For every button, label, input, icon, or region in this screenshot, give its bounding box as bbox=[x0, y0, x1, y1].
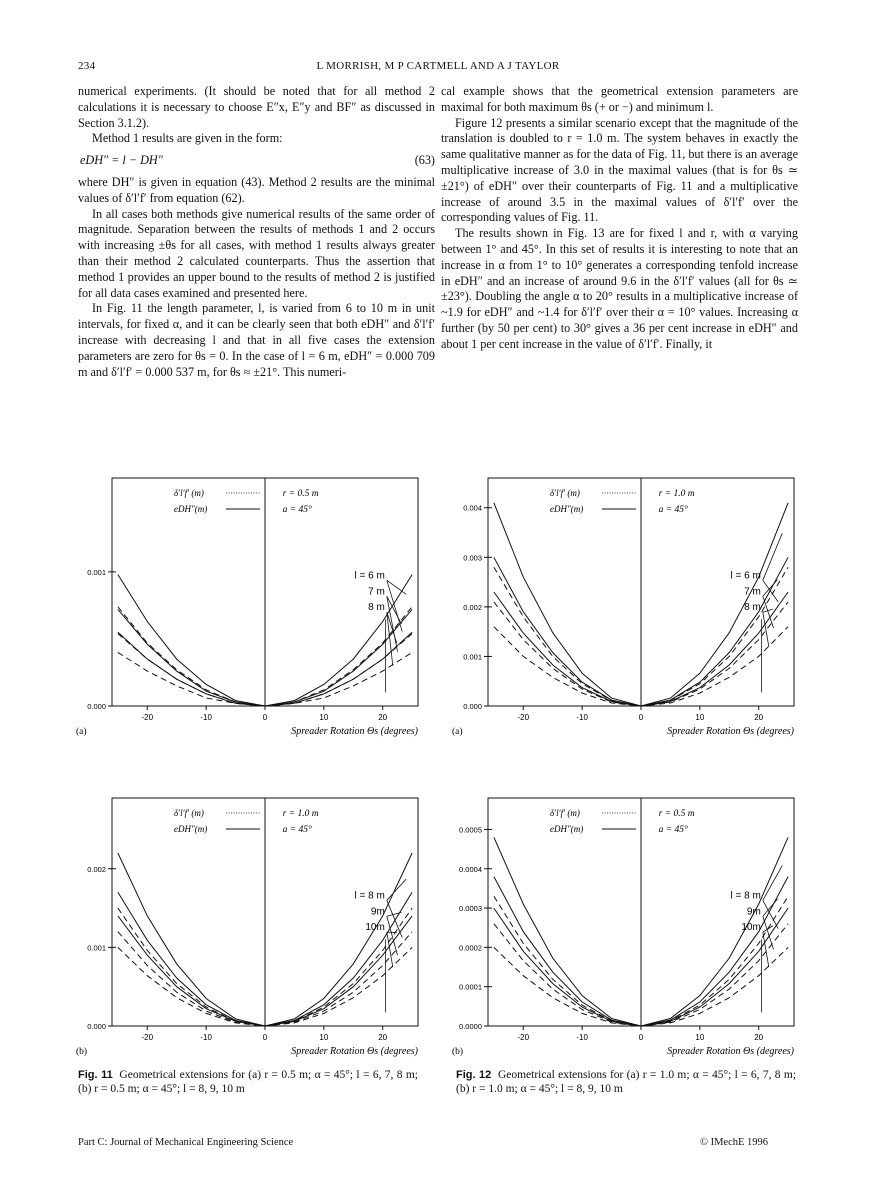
figure-12-caption bbox=[456, 1068, 796, 1096]
curve-label: l = 8 m bbox=[730, 890, 761, 902]
paragraph: numerical experiments. (It should be noted that for all method 2 calculations it is necessary to choose E″x, E″y and BF″ as discussed in Section 3.1.2). bbox=[78, 84, 435, 130]
y-tick-label: 0.0005 bbox=[459, 825, 482, 835]
sub-figure-label: (a) bbox=[76, 727, 87, 737]
y-tick-label: 0.001 bbox=[87, 943, 106, 953]
equation-number: (63) bbox=[414, 153, 435, 168]
curve-label: l = 8 m bbox=[354, 890, 385, 902]
x-tick-label: 0 bbox=[638, 713, 644, 722]
param-r: r = 1.0 m bbox=[658, 489, 695, 499]
x-axis-label: Spreader Rotation Θs (degrees) bbox=[667, 1046, 794, 1057]
legend-delta-label: δ′l′f′ (m) bbox=[550, 488, 580, 498]
chart-svg bbox=[72, 790, 428, 1070]
param-a: a = 45° bbox=[658, 825, 688, 835]
curve-label: l = 6 m bbox=[730, 570, 761, 582]
y-tick-label: 0.002 bbox=[87, 864, 106, 874]
param-a: a = 45° bbox=[658, 505, 688, 515]
x-tick-label: 0 bbox=[638, 1033, 644, 1042]
x-tick-label: -10 bbox=[576, 713, 588, 722]
leader-line bbox=[387, 912, 402, 916]
leader-line bbox=[387, 879, 406, 900]
x-tick-label: 20 bbox=[378, 1033, 388, 1042]
y-tick-label: 0.0001 bbox=[459, 982, 482, 992]
leader-line bbox=[387, 932, 393, 967]
equation-63 bbox=[78, 153, 435, 169]
leader-line bbox=[763, 916, 774, 949]
legend-e-label: eDH″(m) bbox=[174, 504, 208, 514]
x-tick-label: 10 bbox=[319, 713, 329, 722]
curve-label: 7 m bbox=[368, 586, 385, 598]
param-r: r = 0.5 m bbox=[282, 489, 319, 499]
running-header bbox=[78, 60, 798, 76]
x-tick-label: -20 bbox=[517, 1033, 530, 1042]
param-a: a = 45° bbox=[282, 825, 312, 835]
chart-svg bbox=[448, 790, 804, 1070]
caption-text: Geometrical extensions for (a) r = 0.5 m; α = 45°; l = 6, 7, 8 m; (b) r = 0.5 m; α = 45°; l = 8, 9, 10 m bbox=[78, 1069, 418, 1095]
curve-label: 9m bbox=[746, 906, 761, 918]
x-tick-label: 0 bbox=[262, 1033, 268, 1042]
right-column bbox=[441, 84, 798, 353]
paragraph: Figure 12 presents a similar scenario except that the magnitude of the translation is doubled to r = 1.0 m. The system behaves in exactly the same qualitative manner as for the data of Fig. 11, but there is an average multiplicative increase of 3.0 in the maximal values (that is for θs ≃ ±21°) of eDH″ over their counterparts of Fig. 11 and a multiplicative increase of around 3.5 in the maximal values of δ′l′f′ over the corresponding values of Fig. 11. bbox=[441, 115, 798, 225]
chart-svg bbox=[72, 470, 428, 750]
param-r: r = 1.0 m bbox=[282, 809, 319, 819]
x-tick-label: 20 bbox=[754, 713, 764, 722]
legend-e-label: eDH″(m) bbox=[174, 824, 208, 834]
leader-line bbox=[763, 580, 778, 602]
chart-svg bbox=[448, 470, 804, 750]
x-tick-label: 0 bbox=[262, 713, 268, 722]
curve-label: 10m bbox=[741, 922, 761, 934]
curve-label: 10m bbox=[365, 922, 385, 934]
x-tick-label: -20 bbox=[517, 713, 530, 722]
page-number: 234 bbox=[78, 60, 96, 72]
y-tick-label: 0.001 bbox=[87, 567, 106, 577]
curve-label: 9m bbox=[370, 906, 385, 918]
figure-11b bbox=[72, 790, 428, 1070]
x-tick-label: -10 bbox=[200, 713, 212, 722]
figure-12a bbox=[448, 470, 804, 750]
left-column bbox=[78, 84, 435, 380]
x-tick-label: -10 bbox=[576, 1033, 588, 1042]
equation-expression: eDH″ = l − DH″ bbox=[80, 153, 163, 168]
legend-e-label: eDH″(m) bbox=[550, 504, 584, 514]
journal-footer: Part C: Journal of Mechanical Engineering Science bbox=[78, 1137, 294, 1148]
running-authors: L MORRISH, M P CARTMELL AND A J TAYLOR bbox=[316, 60, 560, 72]
caption-label: Fig. 12 bbox=[456, 1069, 492, 1081]
x-tick-label: 10 bbox=[695, 1033, 705, 1042]
paragraph: cal example shows that the geometrical extension parameters are maximal for both maximum θs (+ or −) and minimum l. bbox=[441, 84, 798, 114]
x-tick-label: -20 bbox=[141, 713, 154, 722]
y-tick-label: 0.0003 bbox=[459, 904, 482, 914]
x-tick-label: -20 bbox=[141, 1033, 154, 1042]
leader-line bbox=[763, 580, 778, 597]
paragraph: Method 1 results are given in the form: bbox=[92, 131, 283, 146]
figure-12b bbox=[448, 790, 804, 1070]
legend-e-label: eDH″(m) bbox=[550, 824, 584, 834]
x-tick-label: 10 bbox=[695, 713, 705, 722]
figure-11-caption bbox=[78, 1068, 418, 1096]
leader-line bbox=[763, 866, 782, 901]
x-tick-label: -10 bbox=[200, 1033, 212, 1042]
x-axis-label: Spreader Rotation Θs (degrees) bbox=[667, 726, 794, 737]
paragraph: In all cases both methods give numerical results of the same order of magnitude. Separation between the results of methods 1 and 2 occurs with increasing ±θs for all cases, with method 1 results always greater than their method 2 calculated counterparts. Thus the assertion that method 1 provides an upper bound to the results of method 2 is justified for all data cases examined and presented here. bbox=[78, 206, 435, 300]
y-tick-label: 0.002 bbox=[463, 602, 482, 612]
copyright-footer: © IMechE 1996 bbox=[700, 1137, 769, 1148]
figure-11a bbox=[72, 470, 428, 750]
y-tick-label: 0.001 bbox=[463, 652, 482, 662]
y-tick-label: 0.000 bbox=[87, 702, 106, 711]
y-tick-label: 0.0000 bbox=[459, 1022, 482, 1031]
paragraph: where DH″ is given in equation (43). Method 2 results are the minimal values of δ′l′f′ from equation (62). bbox=[78, 174, 435, 205]
x-tick-label: 10 bbox=[319, 1033, 329, 1042]
curve-label: 8 m bbox=[368, 602, 385, 614]
y-tick-label: 0.000 bbox=[87, 1022, 106, 1031]
curve-label: 8 m bbox=[744, 602, 761, 614]
legend-delta-label: δ′l′f′ (m) bbox=[174, 488, 204, 498]
paragraph: In Fig. 11 the length parameter, l, is varied from 6 to 10 m in unit intervals, for fixed α, and it can be clearly seen that both eDH″ and δ′l′f′ increase with decreasing l and that in all five cases the extension parameters are zero for θs = 0. In the case of l = 6 m, eDH″ = 0.000 709 m and δ′l′f′ = 0.000 537 m, for θs ≈ ±21°. This numeri- bbox=[78, 301, 435, 379]
legend-delta-label: δ′l′f′ (m) bbox=[174, 808, 204, 818]
leader-line bbox=[387, 580, 402, 631]
y-tick-label: 0.003 bbox=[463, 553, 482, 563]
y-tick-label: 0.000 bbox=[463, 702, 482, 711]
caption-label: Fig. 11 bbox=[78, 1069, 113, 1081]
curve-label: l = 6 m bbox=[354, 570, 385, 582]
x-tick-label: 20 bbox=[378, 713, 388, 722]
y-tick-label: 0.0004 bbox=[459, 864, 482, 874]
sub-figure-label: (a) bbox=[452, 727, 463, 737]
paragraph: The results shown in Fig. 13 are for fixed l and r, with α varying between 1° and 45°. In this set of results it is interesting to note that an increase in α from 1° to 10° generates a corresponding tenfold increase in eDH″ and an increase of around 9.6 in the δ′l′f′ values (all for θs ≃ ±23°). Doubling the angle α to 20° results in a multiplicative increase of ~1.9 for eDH″ and ~1.4 for δ′l′f′ over their α = 10° values. Increasing α further (by 50 per cent) to 30° gives a 36 per cent increase in eDH″ and about 1 per cent increase in the value of δ′l′f′. Finally, it bbox=[441, 226, 798, 351]
curve-label: 7 m bbox=[744, 586, 761, 598]
x-axis-label: Spreader Rotation Θs (degrees) bbox=[291, 1046, 418, 1057]
legend-delta-label: δ′l′f′ (m) bbox=[550, 808, 580, 818]
sub-figure-label: (b) bbox=[76, 1047, 88, 1057]
caption-text: Geometrical extensions for (a) r = 1.0 m; α = 45°; l = 6, 7, 8 m; (b) r = 1.0 m; α = 45°; l = 8, 9, 10 m bbox=[456, 1069, 797, 1095]
x-axis-label: Spreader Rotation Θs (degrees) bbox=[291, 726, 418, 737]
y-tick-label: 0.0002 bbox=[459, 943, 482, 953]
y-tick-label: 0.004 bbox=[463, 503, 482, 513]
leader-line bbox=[387, 580, 406, 594]
sub-figure-label: (b) bbox=[452, 1047, 464, 1057]
leader-line bbox=[763, 612, 769, 646]
param-a: a = 45° bbox=[282, 505, 312, 515]
x-tick-label: 20 bbox=[754, 1033, 764, 1042]
param-r: r = 0.5 m bbox=[658, 809, 695, 819]
